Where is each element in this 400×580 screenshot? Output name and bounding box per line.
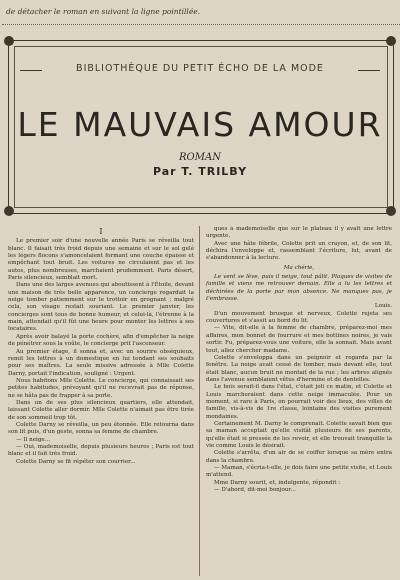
paragraph: Après avoir balayé la porte cochère, afin d'empêcher la neige de pénétrer sous la voûte, le concierge prit l'ascenseur. — [8, 333, 194, 348]
paragraph: Dans une des larges avenues qui aboutissent à l'Étoile, devant une maison de très belle apparence, un concierge regardait la neige tomber patiemment sur le trottoir en grognant ; malgré cela, son visage restait souriant. Le premier janvier, les concierges sont tous de bonne humeur, et celui-là, l'étrenne à la main, attendait qu'il fût une heure pour monter les lettres à ses locataires. — [8, 282, 194, 333]
paragraph: ques à mademoiselle que sur le plateau il y avait une lettre urgente. — [206, 226, 392, 240]
letter-signature: Louis. — [374, 303, 392, 310]
paragraph: Avec une hâte fébrile, Colette prit un crayon, et, de son lit, déchira l'enveloppe et, rassemblant l'écriture, lut, avant de s'abandonner à la lecture. — [206, 240, 392, 262]
paragraph: Dans un de ses plus silencieux quartiers, elle attendait, laissant Colette aller dormir. Mlle Colette n'aimait pas être tirée de son sommeil trop tôt. — [8, 399, 194, 421]
column-divider — [199, 226, 200, 576]
paragraph: Colette s'arrêta, d'un air de se coiffer lorsque sa mère entra dans la chambre. — [206, 450, 392, 464]
paragraph: — Oui, mademoiselle, depuis plusieurs heures ; Paris est tout blanc et il fait très froid. — [8, 443, 194, 458]
paragraph: Nous habitons Mlle Colette. Le concierge, qui connaissait ses petites habitudes, prévoyant qu'il ne recevrait pas de réponse, ne se hâta pas de frapper à sa porte. — [8, 377, 194, 399]
ornament-corner-icon — [4, 206, 14, 216]
text-column-left — [8, 226, 194, 578]
ornament-corner-icon — [386, 206, 396, 216]
paragraph: — Maman, s'écria-t-elle, je dois faire une petite visite, et Louis m'attend. — [206, 465, 392, 479]
paragraph: — D'abord, dit-moi bonjour... — [214, 487, 296, 494]
letter-salutation: Ma chérie, — [283, 264, 315, 271]
letter-body: Le vent se lève, puis il neige, tout pâlit. Plaques de visites de famille et viens me retrouver demain. Elle a lu les lettres et déchirées de la porte par mon absence. Ne manques pas, je t'embrasse. — [206, 274, 392, 303]
cut-instruction: de détacher le roman en suivant la ligne pointillée. — [2, 2, 400, 25]
ornament-corner-icon — [386, 36, 396, 46]
paragraph: Colette Darny se fit répéter son courrier... — [16, 458, 136, 465]
genre-label: ROMAN — [179, 152, 221, 163]
text-column-right — [206, 226, 392, 578]
paragraph: Le bois serait-il dans l'état, c'était joli ce matin, et Colette et Louis marcheraient dans cette neige immaculée. Pour un moment, si rare à Paris, on pourrait voir des lieux, des villes de famille, vis-à-vis de 1re classe, lointains des visites purement mondaines. — [206, 384, 392, 420]
chapter-number: I — [99, 227, 103, 236]
paragraph: Colette s'enveloppa dans un peignoir et regarda par la fenêtre. La neige avait cessé de tomber, mais devant elle, tout était blanc, aucun bruit ne montait de la rue ; les arbres alignés dans l'avenue semblaient vêtus d'hermine et de dentelles. — [206, 354, 392, 383]
paragraph: Au premier étage, il sonna et, avec un sourire obséquieux, remit les lettres à un domestique en lui tendant ses souhaits pour ses maîtres. La seule missive adressée à Mlle Colette Darny, portait l'indication, souligné : Urgent. — [8, 348, 194, 377]
paragraph: — Il neige... — [16, 436, 51, 443]
paragraph: Certainement M. Darny le comprenait. Colette savait bien que sa maman acceptait qu'elle visitât plusieurs de ses parents, qu'elle était si pressée de les revoir, et elle trouvait tranquille la vie comme Louis le désirait. — [206, 420, 392, 449]
paragraph: Colette Darny se réveilla, un peu étonnée. Elle retourna dans son lit puis, d'un geste, sonna sa femme de chambre. — [8, 421, 194, 436]
author-byline: Par T. TRILBY — [152, 165, 248, 178]
ornament-corner-icon — [4, 36, 14, 46]
novel-title: LE MAUVAIS AMOUR — [17, 105, 383, 144]
paragraph: D'un mouvement brusque et nerveux, Colette rejeta ses couvertures et s'assit au bord du lit. — [206, 310, 392, 325]
paragraph: Mme Darny sourit, et, indulgente, répondit : — [214, 479, 341, 486]
collection-name: BIBLIOTHÈQUE DU PETIT ÉCHO DE LA MODE — [76, 63, 324, 74]
paragraph: Le premier soir d'une nouvelle année Paris se réveilla tout blanc. Il faisait très froid depuis une semaine et sur le sol gelé les légers flocons s'amoncelaient formant une couche épaisse et empêchant tout bruit. Les voitures ne circulaient pas et les autos, plus nombreuses, marchaient prudemment. Paris désert, Paris silencieux, semblait mort. — [8, 238, 194, 282]
paragraph: — Vite, dit-elle à la femme de chambre, préparez-moi mes affaires, mon bonnet de fourrure et mes bottines noires, je vais sortir. Fu, préparez-vous une voiture, elle la sonnait. Mais avant tout, allez chercher madame. — [206, 325, 392, 354]
